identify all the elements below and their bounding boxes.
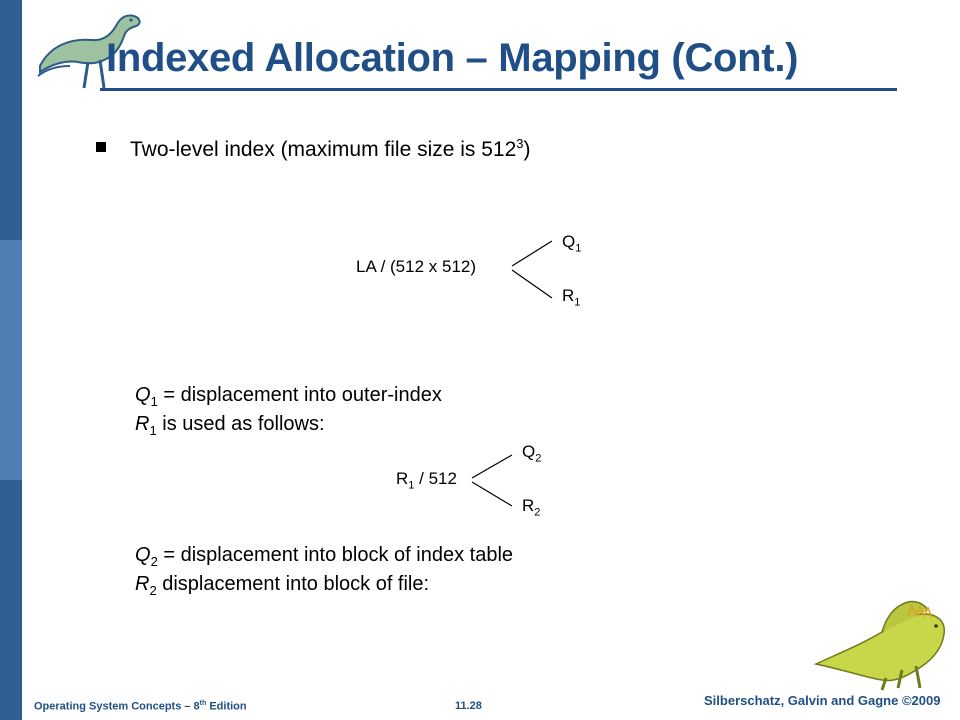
dinosaur-bottom-right-icon — [812, 592, 952, 692]
q1-definition: $Q_1$ = displacement into outer-index — [135, 384, 442, 409]
footer-page-number: 11.28 — [455, 700, 482, 712]
page-title: Indexed Allocation – Mapping (Cont.) — [106, 36, 799, 80]
bullet-text: Two-level index (maximum file size is $512^3$) — [130, 136, 531, 161]
r1-definition: $R_1$ is used as follows: — [135, 413, 325, 438]
diagram2-r1-label: $R_1 / 512$ — [396, 469, 457, 492]
diagram2-q2-label: $Q_2$ — [522, 442, 542, 465]
connector-r1 — [512, 270, 552, 298]
r2-definition: $R_2$ displacement into block of file: — [135, 573, 430, 598]
footer-authors: Silberschatz, Galvin and Gagne ©2009 — [704, 693, 941, 708]
footer-book-title: Operating System Concepts – 8th Edition — [34, 700, 247, 713]
diagram1-r1-label: $R_1$ — [562, 286, 581, 309]
connector-q2 — [472, 455, 512, 478]
diagram1-q1-label: $Q_1$ — [562, 232, 582, 255]
diagram1-la-label: LA / (512 x 512) — [356, 257, 477, 276]
connector-q1 — [512, 241, 552, 266]
diagram2-r2-label: $R_2$ — [522, 496, 541, 519]
connector-r2 — [472, 482, 512, 506]
q2-definition: $Q_2$ = displacement into block of index table — [135, 544, 514, 569]
